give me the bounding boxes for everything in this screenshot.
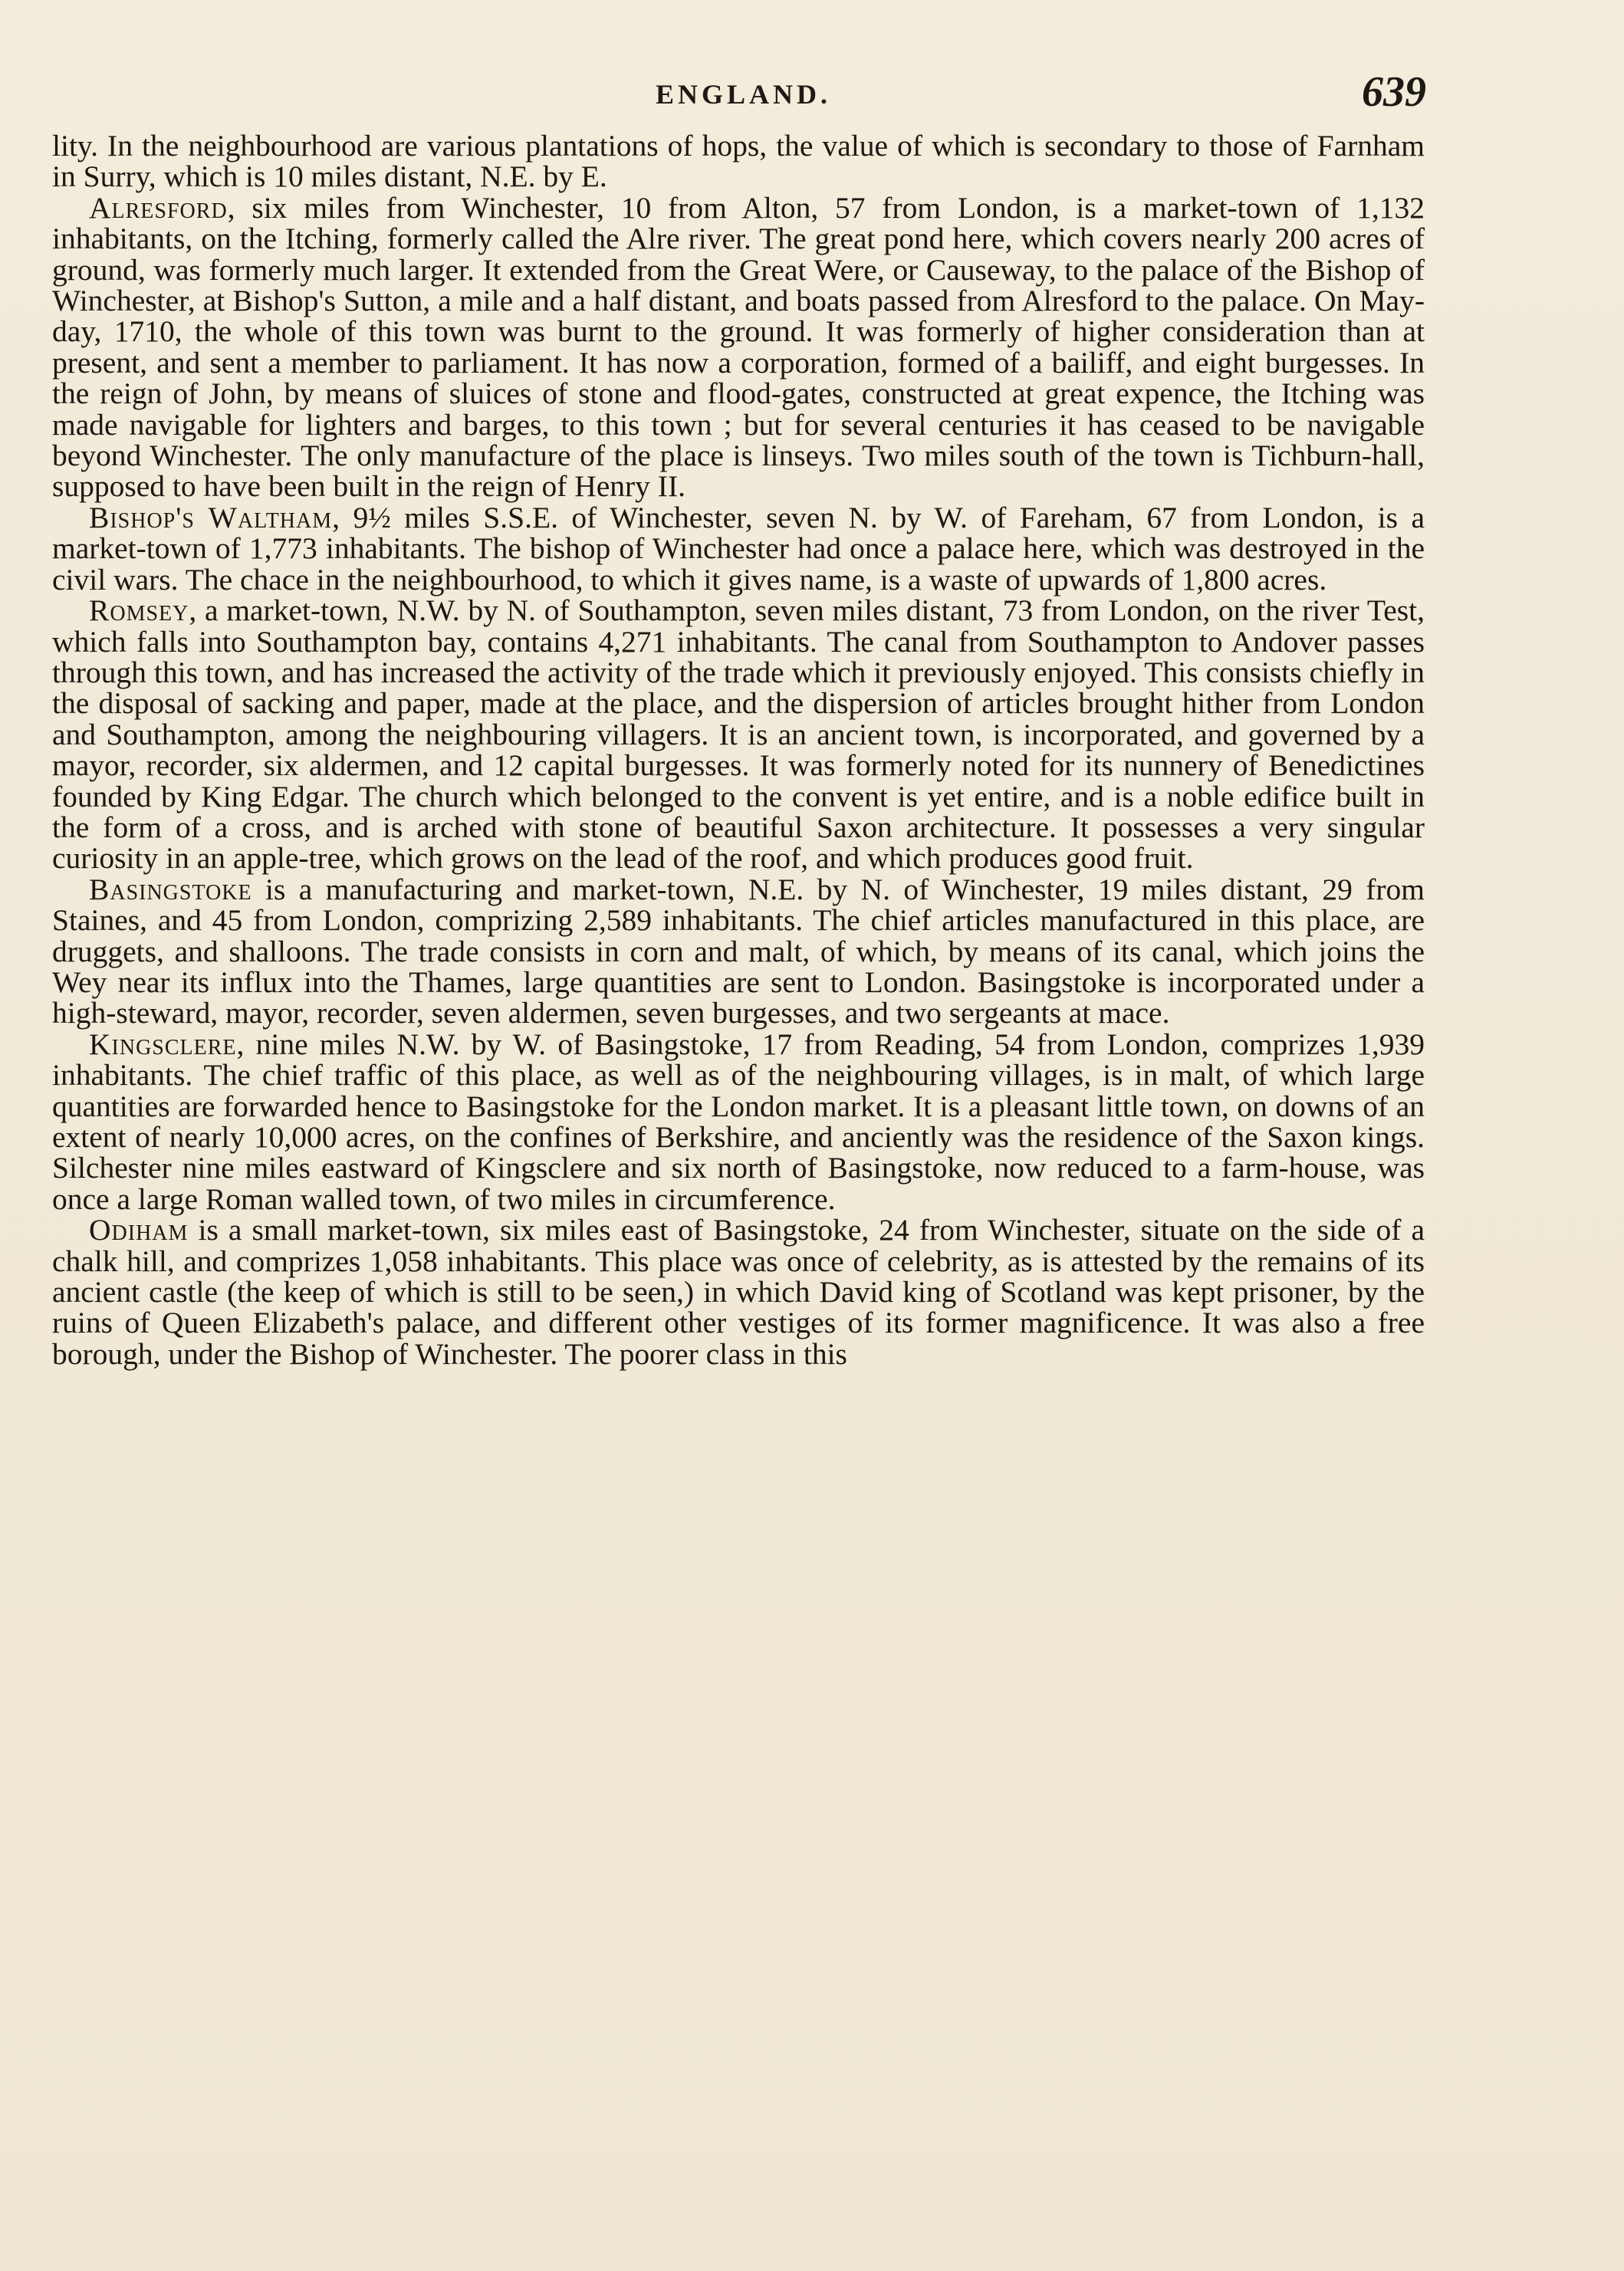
page-number: 639	[1362, 68, 1426, 116]
paragraph-odiham	[52, 1214, 1425, 1369]
paragraph-basingstoke	[52, 874, 1425, 1029]
paragraph-lead: Alresford	[89, 190, 228, 225]
paragraph-lead: Basingstoke	[89, 872, 252, 906]
paragraph-text: , 9½ miles S.S.E. of Winchester, seven N. by W. of Fareham, 67 from London, is a market-town of 1,773 inhabitants. The bishop of Winchester had once a palace here, which was destroyed in the civil wars. The chace in the neighbourhood, to which it gives name, is a waste of upwards of 1,800 acres.	[52, 500, 1425, 597]
paragraph-text: lity. In the neighbourhood are various plantations of hops, the value of which is secondary to those of Farnham in Surry, which is 10 miles distant, N.E. by E.	[52, 129, 1425, 194]
paragraph-bishops-waltham	[52, 502, 1425, 595]
paragraph-lead: Bishop's Waltham	[89, 500, 333, 534]
paragraph-romsey	[52, 595, 1425, 874]
paragraph-text: , six miles from Winchester, 10 from Alton, 57 from London, is a market-town of 1,132 inhabitants, on the Itching, formerly called the Alre river. The great pond here, which covers nearly 200 acres of ground, was formerly much larger. It extended from the Great Were, or Causeway, to the palace of the Bishop of Winchester, at Bishop's Sutton, a mile and a half distant, and boats passed from Alresford to the palace. On May-day, 1710, the whole of this town was burnt to the ground. It was formerly of higher consideration than at present, and sent a member to parliament. It has now a corporation, formed of a bailiff, and eight burgesses. In the reign of John, by means of sluices of stone and flood-gates, constructed at great expence, the Itching was made navigable for lighters and barges, to this town ; but for several centuries it has ceased to be navigable beyond Winchester. The only manufacture of the place is linseys. Two miles south of the town is Tichburn-hall, supposed to have been built in the reign of Henry II.	[52, 190, 1425, 504]
body-text	[52, 130, 1425, 1369]
paragraph-text: , nine miles N.W. by W. of Basingstoke, 17 from Reading, 54 from London, comprizes 1,939 inhabitants. The chief traffic of this place, as well as of the neighbouring villages, is in malt, of which large quantities are forwarded hence to Basingstoke for the London market. It is a pleasant little town, on downs of an extent of nearly 10,000 acres, on the confines of Berkshire, and anciently was the residence of the Saxon kings. Silchester nine miles eastward of Kingsclere and six north of Basingstoke, now reduced to a farm-house, was once a large Roman walled town, of two miles in circumference.	[52, 1027, 1425, 1216]
paragraph-lead: Odiham	[89, 1213, 189, 1247]
paragraph-lead: Romsey	[89, 593, 189, 628]
paragraph-text: , a market-town, N.W. by N. of Southampton, seven miles distant, 73 from London, on the river Test, which falls into Southampton bay, contains 4,271 inhabitants. The canal from Southampton to Andover passes through this town, and has increased the activity of the trade which it previously enjoyed. This consists chiefly in the disposal of sacking and paper, made at the place, and the dispersion of articles brought hither from London and Southampton, among the neighbouring villagers. It is an ancient town, is incorporated, and governed by a mayor, recorder, six aldermen, and 12 capital burgesses. It was formerly noted for its nunnery of Benedictines founded by King Edgar. The church which belonged to the convent is yet entire, and is a noble edifice built in the form of a cross, and is arched with stone of beautiful Saxon architecture. It possesses a very singular curiosity in an apple-tree, which grows on the lead of the roof, and which produces good fruit.	[52, 593, 1425, 876]
paragraph-text: is a manufacturing and market-town, N.E. by N. of Winchester, 19 miles distant, 29 from Staines, and 45 from London, comprizing 2,589 inhabitants. The chief articles manufactured in this place, are druggets, and shalloons. The trade consists in corn and malt, of which, by means of its canal, which joins the Wey near its influx into the Thames, large quantities are sent to London. Basingstoke is incorporated under a high-steward, mayor, recorder, seven aldermen, seven burgesses, and two sergeants at mace.	[52, 872, 1425, 1030]
paragraph-lead: Kingsclere	[89, 1027, 237, 1061]
page-header	[54, 68, 1426, 127]
paragraph-text: is a small market-town, six miles east of Basingstoke, 24 from Winchester, situate on the side of a chalk hill, and comprizes 1,058 inhabitants. This place was once of celebrity, as is attested by the remains of its ancient castle (the keep of which is still to be seen,) in which David king of Scotland was kept prisoner, by the ruins of Queen Elizabeth's palace, and different other vestiges of its former magnificence. It was also a free borough, under the Bishop of Winchester. The poorer class in this	[52, 1213, 1425, 1371]
paragraph-kingsclere	[52, 1029, 1425, 1214]
paragraph-continuation	[52, 130, 1425, 192]
running-head: ENGLAND.	[656, 79, 832, 110]
paragraph-alresford	[52, 192, 1425, 502]
